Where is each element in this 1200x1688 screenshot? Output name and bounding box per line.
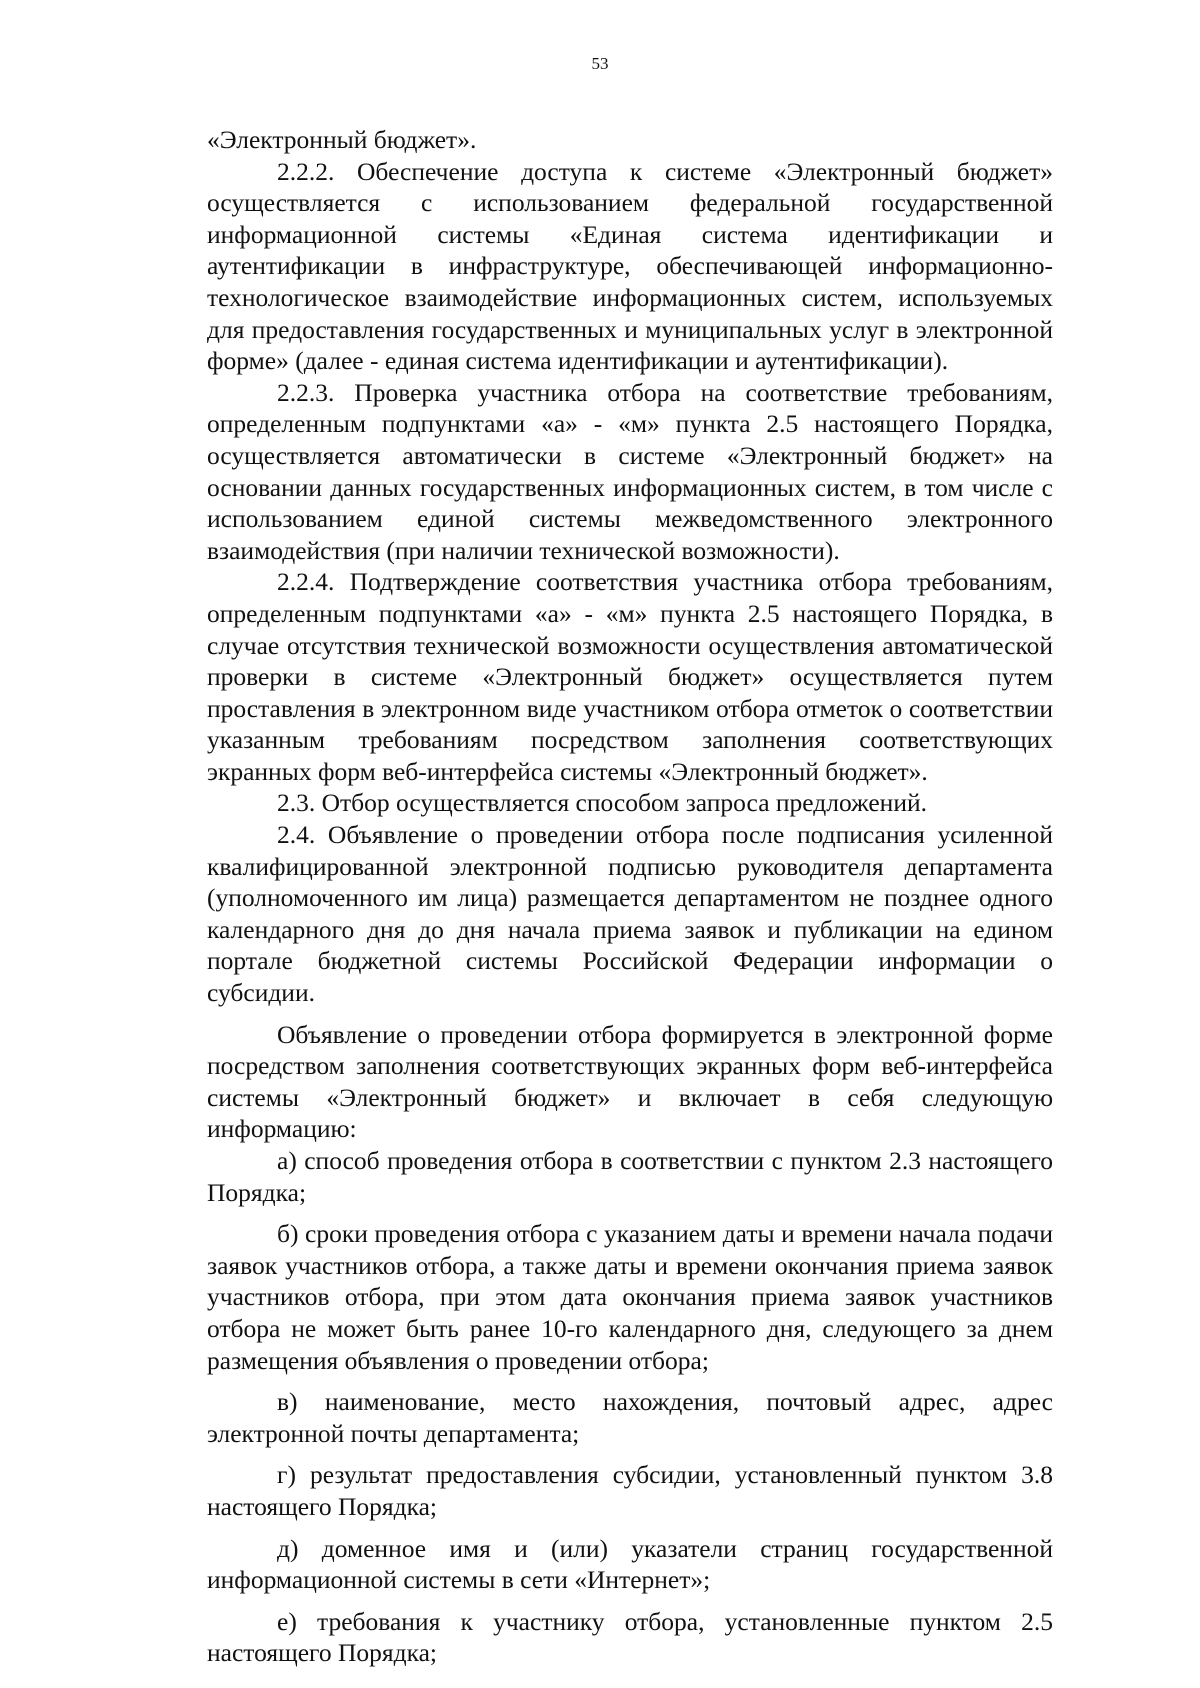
paragraph-continuation: «Электронный бюджет». [207,125,477,154]
paragraph-2-2-4: 2.2.4. Подтверждение соответствия участника отбора требованиям, определенным подпунктами «а» - «м» пункта 2.5 настоящего Порядка, в случае отсутствия технической возможности осуществления автоматической проверки в системе «Электронный бюджет» осуществляется путем проставления в электронном виде участником отбора отметок о соответствии указанным требованиям посредством заполнения соответствующих экранных форм веб-интерфейса системы «Электронный бюджет». [207,567,1053,786]
list-item-d: д) доменное имя и (или) указатели страниц государственной информационной системы в сети «Интернет»; [207,1533,1053,1595]
paragraph-2-2-2: 2.2.2. Обеспечение доступа к системе «Электронный бюджет» осуществляется с использованием федеральной государственной информационной системы «Единая система идентификации и аутентификации в инфраструктуре, обеспечивающей информационно-технологическое взаимодействие информационных систем, используемых для предоставления государственных и муниципальных услуг в электронной форме» (далее - единая система идентификации и аутентификации). [207,156,1053,376]
list-item-v: в) наименование, место нахождения, почтовый адрес, адрес электронной почты департамента; [207,1387,1053,1448]
list-item-a: а) способ проведения отбора в соответствии с пунктом 2.3 настоящего Порядка; [207,1146,1053,1207]
page-number: 53 [591,54,609,73]
document-body [207,124,1053,1669]
paragraph-2-4: 2.4. Объявление о проведении отбора после подписания усиленной квалифицированной электронной подписью руководителя департамента (уполномоченного им лица) размещается департаментом не позднее одного календарного дня до дня начала приема заявок и публикации на едином портале бюджетной системы Российской Федерации информации о субсидии. [207,820,1053,1008]
paragraph-2-2-3: 2.2.3. Проверка участника отбора на соответствие требованиям, определенным подпунктами «а» - «м» пункта 2.5 настоящего Порядка, осуществляется автоматически в системе «Электронный бюджет» на основании данных государственных информационных систем, в том числе с использованием единой системы межведомственного электронного взаимодействия (при наличии технической возможности). [207,377,1053,565]
paragraph-2-3: 2.3. Отбор осуществляется способом запроса предложений. [277,788,927,818]
paragraph-announcement: Объявление о проведении отбора формируется в электронной форме посредством заполнения соответствующих экранных форм веб-интерфейса системы «Электронный бюджет» и включает в себя следующую информацию: [207,1019,1053,1144]
list-item-e: е) требования к участнику отбора, установленные пунктом 2.5 настоящего Порядка; [207,1606,1053,1668]
list-item-g: г) результат предоставления субсидии, установленный пунктом 3.8 настоящего Порядка; [207,1460,1053,1521]
list-item-b: б) сроки проведения отбора с указанием даты и времени начала подачи заявок участников отбора, а также даты и времени окончания приема заявок участников отбора, при этом дата окончания приема заявок участников отбора не может быть ранее 10-го календарного дня, следующего за днем размещения объявления о проведении отбора; [207,1219,1053,1375]
